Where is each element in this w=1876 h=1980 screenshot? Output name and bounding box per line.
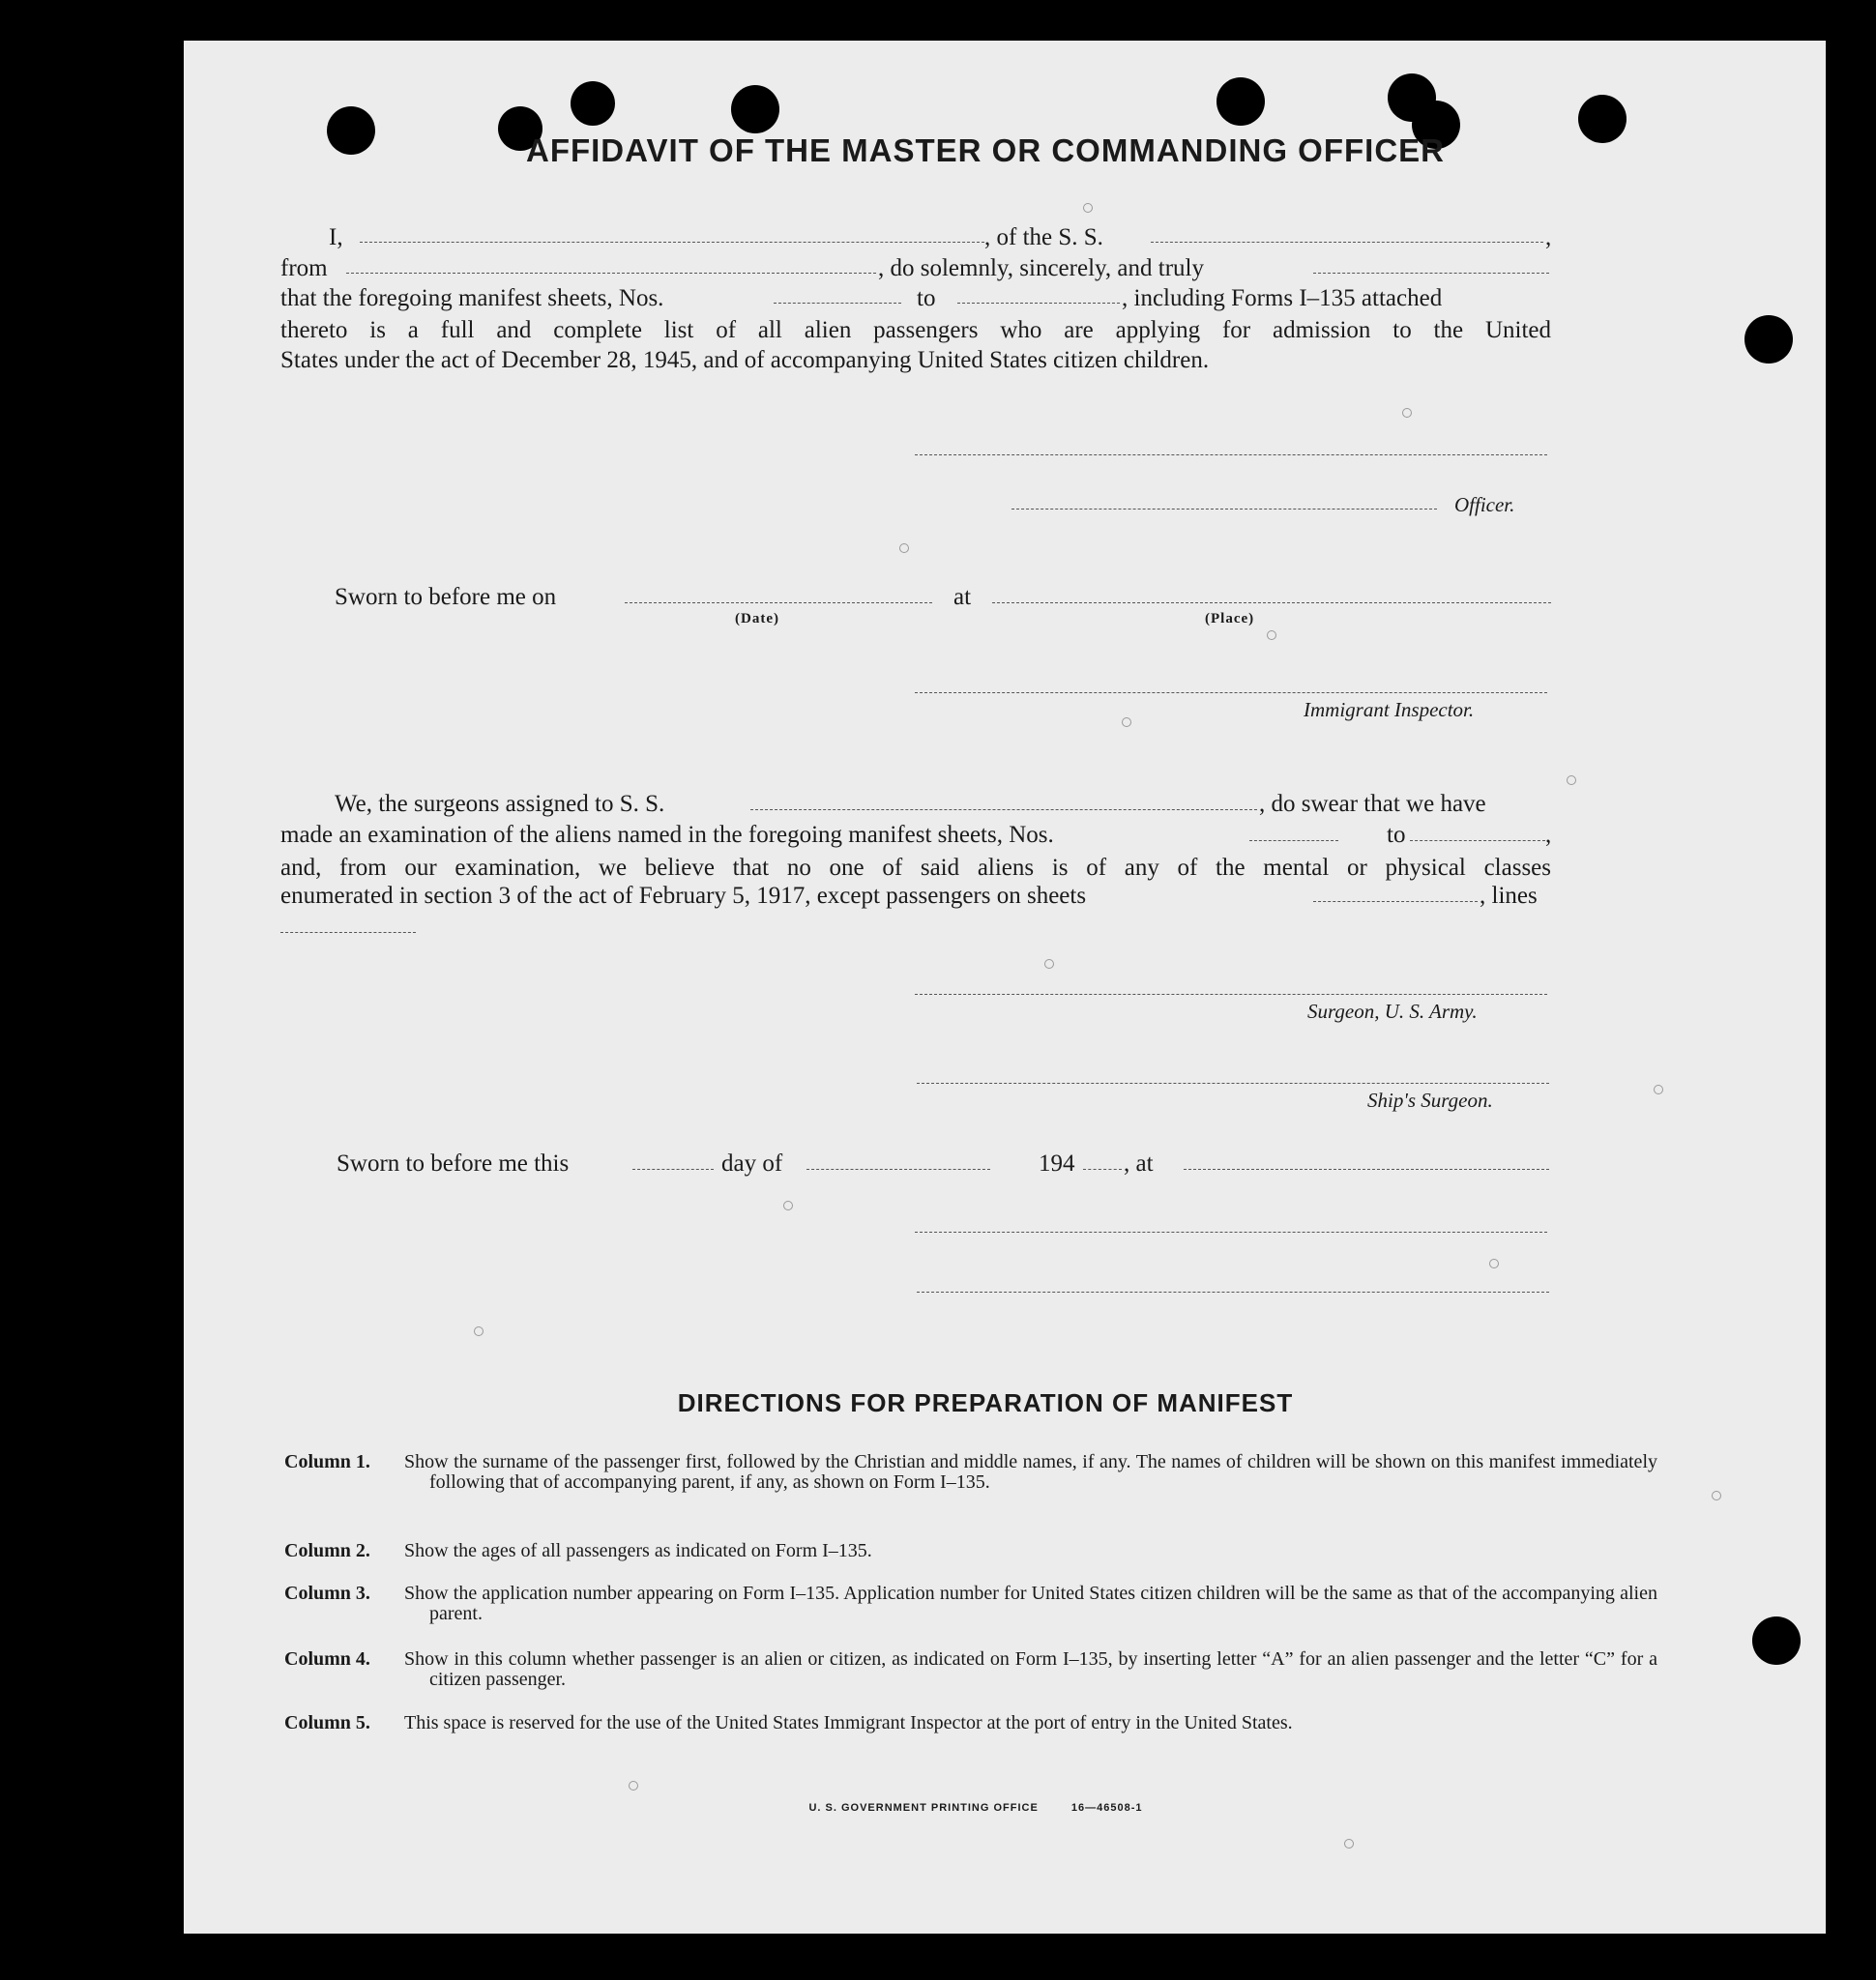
direction-label: Column 2. — [284, 1540, 370, 1561]
direction-text: Show the application number appearing on Form I–135. Application number for United States citizen children will be the same as that of the accompanying alien parent. — [404, 1583, 1657, 1624]
form-sheet — [184, 41, 1826, 1934]
witness-signature-line[interactable] — [915, 1232, 1547, 1233]
from-port-field[interactable] — [346, 273, 876, 274]
witness-title-line[interactable] — [917, 1292, 1549, 1293]
speckle — [474, 1326, 484, 1336]
surgeons-ship-field[interactable] — [750, 809, 1257, 810]
speckle — [1402, 408, 1412, 418]
surgeons-comma: , — [1545, 822, 1552, 848]
intro-forms: , including Forms I–135 attached — [1122, 285, 1443, 311]
speckle — [1712, 1491, 1721, 1500]
punch-hole — [1216, 77, 1265, 126]
surgeons-lines: , lines — [1480, 883, 1538, 909]
inspector-signature-line[interactable] — [915, 692, 1547, 693]
except-sheets-field[interactable] — [1313, 901, 1478, 902]
sworn-at-label: at — [953, 584, 972, 610]
sheets-to-field[interactable] — [957, 303, 1120, 304]
sworn-day-field[interactable] — [632, 1169, 714, 1170]
direction-column-5 — [284, 1713, 1657, 1733]
speckle — [1122, 717, 1131, 727]
intro-solemnly: , do solemnly, sincerely, and truly — [878, 255, 1204, 281]
inspector-label: Immigrant Inspector. — [1304, 698, 1475, 721]
surgeons-sheets-to[interactable] — [1410, 840, 1545, 841]
surgeons-l1: We, the surgeons assigned to S. S. — [335, 791, 665, 817]
except-lines-field[interactable] — [280, 932, 416, 933]
punch-hole — [1752, 1616, 1801, 1665]
army-surgeon-signature[interactable] — [915, 994, 1547, 995]
speckle — [899, 543, 909, 553]
direction-text: Show the ages of all passengers as indicated on Form I–135. — [404, 1540, 872, 1561]
direction-column-1 — [284, 1452, 1657, 1493]
intro-line-4: thereto is a full and complete list of all alien passengers who are applying for admission to the United — [280, 317, 1551, 343]
punch-hole — [571, 81, 615, 126]
ship-surgeon-signature[interactable] — [917, 1083, 1549, 1084]
speckle — [1044, 959, 1054, 969]
direction-column-2 — [284, 1541, 1657, 1561]
speckle — [1083, 203, 1093, 213]
date-caption: (Date) — [735, 611, 779, 626]
intro-i: I, — [329, 224, 343, 250]
officer-label: Officer. — [1454, 493, 1515, 516]
speckle — [783, 1201, 793, 1210]
direction-label: Column 3. — [284, 1583, 370, 1604]
affidavit-title: AFFIDAVIT OF THE MASTER OR COMMANDING OFFICER — [525, 132, 1445, 168]
directions-title: DIRECTIONS FOR PREPARATION OF MANIFEST — [677, 1388, 1294, 1417]
sworn-this-label: Sworn to before me this — [337, 1150, 570, 1177]
surgeons-line-3: and, from our examination, we believe that no one of said aliens is of any of the mental or physical classes — [280, 855, 1551, 881]
speckle — [629, 1781, 638, 1791]
punch-hole — [731, 85, 779, 133]
army-surgeon-label: Surgeon, U. S. Army. — [1307, 1000, 1478, 1023]
master-name-field[interactable] — [360, 242, 984, 243]
officer-signature-line[interactable] — [915, 454, 1547, 455]
punch-hole — [1744, 315, 1793, 364]
sheets-from-field[interactable] — [774, 303, 901, 304]
sworn-at-2: , at — [1124, 1150, 1154, 1177]
ship-surgeon-label: Ship's Surgeon. — [1367, 1089, 1493, 1112]
direction-label: Column 5. — [284, 1712, 370, 1733]
speckle — [1489, 1259, 1499, 1268]
officer-title-line[interactable] — [1011, 509, 1437, 510]
sworn-day-of: day of — [721, 1150, 783, 1177]
ship-name-field[interactable] — [1151, 242, 1543, 243]
surgeons-sheets-from[interactable] — [1249, 840, 1338, 841]
direction-column-3 — [284, 1584, 1657, 1624]
place-caption: (Place) — [1205, 611, 1255, 626]
intro-comma: , — [1545, 224, 1552, 250]
intro-of-ss: , of the S. S. — [984, 224, 1103, 250]
direction-text: Show in this column whether passenger is an alien or citizen, as indicated on Form I–135, by inserting letter “A” for an alien passenger and the letter “C” for a citizen passenger. — [404, 1648, 1657, 1690]
surgeons-to: to — [1387, 822, 1406, 848]
direction-text: This space is reserved for the use of the United States Immigrant Inspector at the port of entry in the United States. — [404, 1712, 1293, 1733]
surgeons-l2: made an examination of the aliens named in the foregoing manifest sheets, Nos. — [280, 822, 1054, 848]
sworn-month-field[interactable] — [806, 1169, 990, 1170]
printer-name: U. S. GOVERNMENT PRINTING OFFICE — [808, 1802, 1039, 1814]
surgeons-swear: , do swear that we have — [1259, 791, 1486, 817]
intro-sheets: that the foregoing manifest sheets, Nos. — [280, 285, 664, 311]
direction-column-4 — [284, 1649, 1657, 1690]
speckle — [1344, 1839, 1354, 1849]
sworn-year-field[interactable] — [1083, 1169, 1122, 1170]
surgeons-l4: enumerated in section 3 of the act of February 5, 1917, except passengers on sheets — [280, 883, 1087, 909]
sworn-place-field[interactable] — [992, 602, 1551, 603]
direction-label: Column 4. — [284, 1648, 370, 1670]
form-code: 16—46508-1 — [1070, 1802, 1143, 1814]
intro-line-5: States under the act of December 28, 1945, and of accompanying United States citizen children. — [280, 347, 1210, 373]
speckle — [1567, 775, 1576, 785]
oath-word-field[interactable] — [1313, 273, 1549, 274]
direction-label: Column 1. — [284, 1451, 370, 1472]
sworn-on-label: Sworn to before me on — [335, 584, 557, 610]
sworn-place-2[interactable] — [1184, 1169, 1549, 1170]
sworn-date-field[interactable] — [625, 602, 932, 603]
intro-from: from — [280, 255, 328, 281]
sworn-year-prefix: 194 — [1039, 1150, 1075, 1177]
direction-text: Show the surname of the passenger first, followed by the Christian and middle names, if any. The names of children will be shown on this manifest immediately following that of accompanying parent, if any, as shown on Form I–135. — [404, 1451, 1657, 1493]
speckle — [1654, 1085, 1663, 1094]
intro-to: to — [917, 285, 936, 311]
print-footer — [155, 1802, 1797, 1814]
speckle — [1267, 630, 1276, 640]
